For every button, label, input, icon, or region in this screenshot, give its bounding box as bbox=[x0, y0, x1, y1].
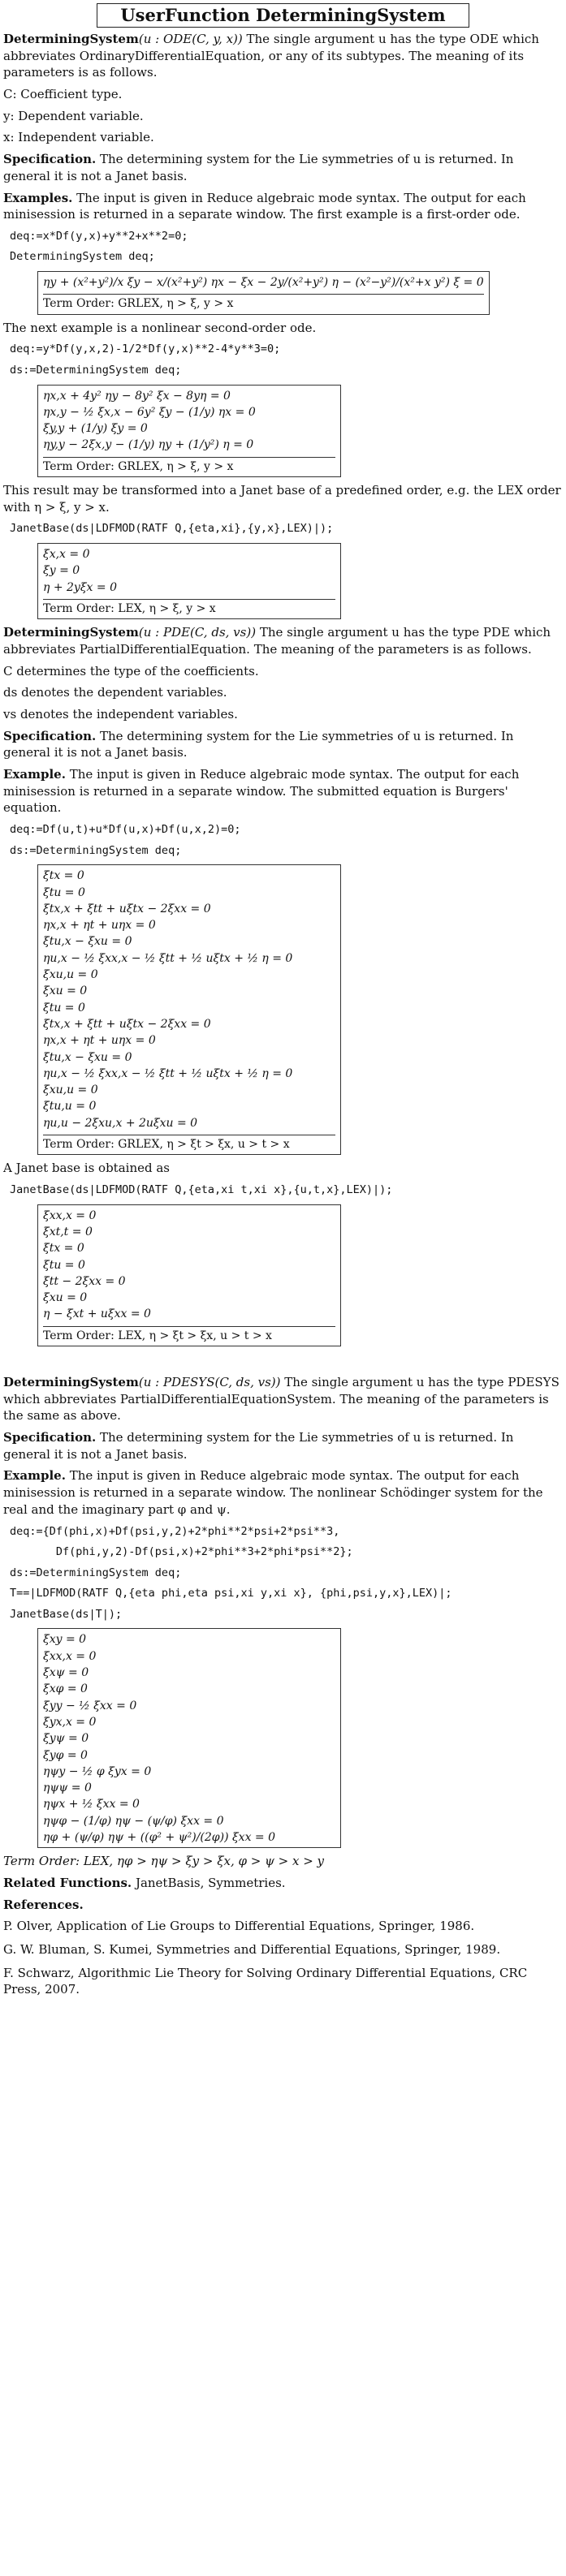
pde-intro-paragraph bbox=[3, 624, 563, 657]
equation: ξtx,x + ξtt + uξtx − 2ξxx = 0 bbox=[43, 902, 211, 915]
output-window bbox=[37, 864, 341, 1155]
janet-text: A Janet base is obtained as bbox=[3, 1161, 170, 1176]
equation: ηx,y − ½ ξx,x − 6y² ξy − (1/y) ηx = 0 bbox=[43, 405, 256, 419]
output-window bbox=[37, 271, 490, 315]
specification-paragraph bbox=[3, 1429, 563, 1462]
intro-text: The single argument u has the type ODE which abbreviates OrdinaryDifferentialEquation, or any of its subtypes. The meaning of its parameters is as follows. bbox=[3, 32, 539, 80]
section-pdesys bbox=[0, 1374, 566, 1998]
ode-intro-paragraph bbox=[3, 31, 563, 81]
equation: ξtu,x − ξxu = 0 bbox=[43, 935, 132, 949]
equation: ξtu = 0 bbox=[43, 1001, 85, 1014]
function-signature: (u : PDESYS(C, ds, vs)) bbox=[138, 1375, 281, 1390]
equation: ξtu = 0 bbox=[43, 1258, 85, 1272]
function-signature: (u : PDE(C, ds, vs)) bbox=[138, 625, 257, 640]
section-spacer bbox=[0, 1351, 566, 1374]
equation: ηφ + (ψ/φ) ηψ + ((φ² + ψ²)/(2φ)) ξxx = 0 bbox=[43, 1831, 276, 1845]
equation: ηx,x + ηt + uηx = 0 bbox=[43, 1034, 156, 1048]
equation: ξxu,u = 0 bbox=[43, 1083, 98, 1097]
equation: ξxφ = 0 bbox=[43, 1682, 88, 1696]
equation: ξyx,x = 0 bbox=[43, 1715, 97, 1729]
equation: ηx,x + ηt + uηx = 0 bbox=[43, 919, 156, 933]
code-line: JanetBase(ds|T|); bbox=[10, 1607, 123, 1621]
output-window bbox=[37, 543, 341, 619]
term-order: Term Order: GRLEX, η > ξt > ξx, u > t > x bbox=[43, 1135, 335, 1152]
examples-paragraph bbox=[3, 190, 563, 223]
reference-item: P. Olver, Application of Lie Groups to Differential Equations, Springer, 1986. bbox=[3, 1919, 475, 1934]
equation: ηψφ − (1/φ) ηψ − (ψ/φ) ξxx = 0 bbox=[43, 1814, 224, 1828]
specification-paragraph bbox=[3, 728, 563, 761]
term-order: Term Order: LEX, η > ξt > ξx, u > t > x bbox=[43, 1326, 335, 1344]
equation: ηy,y − 2ξx,y − (1/y) ηy + (1/y²) η = 0 bbox=[43, 438, 254, 452]
equation: ηψy − ½ φ ξyx = 0 bbox=[43, 1764, 152, 1778]
code-line: T==|LDFMOD(RATF Q,{eta phi,eta psi,xi y,xi x}, {phi,psi,y,x},LEX)|; bbox=[10, 1587, 452, 1600]
output-window bbox=[37, 1204, 341, 1346]
equation: ξxψ = 0 bbox=[43, 1666, 89, 1680]
transform-text: This result may be transformed into a Janet base of a predefined order, e.g. the LEX order with η > ξ, y > x. bbox=[3, 483, 561, 515]
code-line: ds:=DeterminingSystem deq; bbox=[10, 843, 182, 857]
equation: ηψψ = 0 bbox=[43, 1781, 92, 1795]
output-window bbox=[37, 385, 341, 478]
equation: ξyφ = 0 bbox=[43, 1748, 88, 1762]
equation: ξy = 0 bbox=[43, 564, 80, 578]
equation: ξxx,x = 0 bbox=[43, 1649, 97, 1663]
output-window bbox=[37, 1628, 341, 1848]
term-order: Term Order: GRLEX, η > ξ, y > x bbox=[43, 457, 335, 475]
specification-paragraph bbox=[3, 151, 563, 184]
function-name: DeterminingSystem bbox=[3, 625, 139, 640]
reference-item: G. W. Bluman, S. Kumei, Symmetries and Differential Equations, Springer, 1989. bbox=[3, 1942, 501, 1958]
reference-item: F. Schwarz, Algorithmic Lie Theory for Solving Ordinary Differential Equations, CRC Press, 2007. bbox=[3, 1965, 528, 1997]
pdesys-intro-paragraph bbox=[3, 1374, 563, 1424]
title-area bbox=[0, 0, 566, 31]
equation: ξxx,x = 0 bbox=[43, 1208, 97, 1222]
spec-text: The determining system for the Lie symmetries of u is returned. In general it is not a Janet basis. bbox=[3, 152, 514, 183]
equation: ξtx = 0 bbox=[43, 869, 84, 883]
param-item: C determines the type of the coefficients. bbox=[3, 663, 259, 678]
section-ode bbox=[0, 31, 566, 619]
function-signature: (u : ODE(C, y, x)) bbox=[138, 32, 243, 46]
intro-text: The single argument u has the type PDE which abbreviates PartialDifferentialEquation. The meaning of the parameters is as follows. bbox=[3, 625, 551, 657]
param-item: vs denotes the independent variables. bbox=[3, 706, 238, 722]
equation: ξtt − 2ξxx = 0 bbox=[43, 1274, 126, 1288]
code-line: ds:=DeterminingSystem deq; bbox=[10, 1566, 182, 1579]
equation: ξxt,t = 0 bbox=[43, 1225, 93, 1238]
spec-label: Specification. bbox=[3, 1430, 97, 1445]
examples-text: The input is given in Reduce algebraic mode syntax. The output for each minisession is returned in a separate window. The first example is a first-order ode. bbox=[3, 190, 526, 222]
equation: ξyy − ½ ξxx = 0 bbox=[43, 1699, 137, 1712]
equation: ξxu = 0 bbox=[43, 984, 88, 998]
example-label: Example. bbox=[3, 1468, 66, 1484]
spec-text: The determining system for the Lie symmetries of u is returned. In general it is not a Janet basis. bbox=[3, 1430, 514, 1462]
next-example-text: The next example is a nonlinear second-order ode. bbox=[3, 320, 317, 335]
equation: ξtu,u = 0 bbox=[43, 1100, 97, 1114]
equation: η − ξxt + uξxx = 0 bbox=[43, 1307, 151, 1321]
equation: ξxy = 0 bbox=[43, 1633, 87, 1647]
code-line: JanetBase(ds|LDFMOD(RATF Q,{eta,xi},{y,x},LEX)|); bbox=[10, 522, 334, 536]
example-text: The input is given in Reduce algebraic mode syntax. The output for each minisession is returned in a separate window. The nonlinear Schödinger system for the real and the imaginary part φ and ψ. bbox=[3, 1468, 543, 1517]
references-heading: References. bbox=[3, 1897, 84, 1912]
example-text: The input is given in Reduce algebraic mode syntax. The output for each minisession is returned in a separate window. The submitted equation is Burgers' equation. bbox=[3, 767, 520, 816]
equation: ηu,x − ½ ξxx,x − ½ ξtt + ½ uξtx + ½ η = 0 bbox=[43, 1066, 293, 1080]
function-name: DeterminingSystem bbox=[3, 1375, 139, 1390]
equation: ξxu,u = 0 bbox=[43, 968, 98, 982]
code-line: deq:=Df(u,t)+u*Df(u,x)+Df(u,x,2)=0; bbox=[10, 823, 241, 837]
equation: ξxu = 0 bbox=[43, 1291, 88, 1305]
function-name: DeterminingSystem bbox=[3, 32, 139, 46]
spec-text: The determining system for the Lie symmetries of u is returned. In general it is not a Janet basis. bbox=[3, 728, 514, 760]
equation: ξtu,x − ξxu = 0 bbox=[43, 1050, 132, 1064]
example-paragraph bbox=[3, 766, 563, 816]
equation: ηy + (x²+y²)/x ξy − x/(x²+y²) ηx − ξx − 2y/(x²+y²) η − (x²−y²)/(x²+x y²) ξ = 0 bbox=[43, 276, 484, 290]
spec-label: Specification. bbox=[3, 728, 97, 743]
references-list bbox=[3, 1918, 563, 1998]
examples-label: Examples. bbox=[3, 190, 73, 205]
related-label: Related Functions. bbox=[3, 1876, 132, 1891]
equation: ξx,x = 0 bbox=[43, 548, 90, 562]
equation: ξy,y + (1/y) ξy = 0 bbox=[43, 422, 148, 436]
spec-label: Specification. bbox=[3, 152, 97, 167]
code-line: JanetBase(ds|LDFMOD(RATF Q,{eta,xi t,xi x},{u,t,x},LEX)|); bbox=[10, 1183, 393, 1197]
code-line: deq:={Df(phi,x)+Df(psi,y,2)+2*phi**2*psi+2*psi**3, bbox=[10, 1524, 340, 1538]
code-line: deq:=y*Df(y,x,2)-1/2*Df(y,x)**2-4*y**3=0; bbox=[10, 342, 281, 356]
code-line: Df(phi,y,2)-Df(psi,x)+2*phi**3+2*phi*psi**2}; bbox=[10, 1545, 353, 1559]
equation: ηu,u − 2ξxu,x + 2uξxu = 0 bbox=[43, 1116, 198, 1130]
term-order: Term Order: GRLEX, η > ξ, y > x bbox=[43, 294, 484, 312]
equation: ηψx + ½ ξxx = 0 bbox=[43, 1798, 140, 1811]
equation: ξyψ = 0 bbox=[43, 1732, 89, 1746]
equation: ηu,x − ½ ξxx,x − ½ ξtt + ½ uξtx + ½ η = 0 bbox=[43, 951, 293, 965]
code-line: DeterminingSystem deq; bbox=[10, 250, 155, 264]
related-functions bbox=[3, 1875, 563, 1892]
example-label: Example. bbox=[3, 767, 66, 782]
param-item: y: Dependent variable. bbox=[3, 108, 144, 123]
code-line: deq:=x*Df(y,x)+y**2+x**2=0; bbox=[10, 229, 188, 243]
related-text: JanetBasis, Symmetries. bbox=[135, 1876, 286, 1891]
term-order: Term Order: LEX, η > ξ, y > x bbox=[43, 599, 335, 617]
section-pde bbox=[0, 624, 566, 1346]
code-line: ds:=DeterminingSystem deq; bbox=[10, 363, 182, 377]
term-order-line: Term Order: LEX, ηφ > ηψ > ξy > ξx, φ > ψ > x > y bbox=[3, 1854, 325, 1869]
equation: η + 2yξx = 0 bbox=[43, 580, 117, 594]
example-paragraph bbox=[3, 1467, 563, 1518]
intro-text: The single argument u has the type PDESYS which abbreviates PartialDifferentialEquationSystem. The meaning of the parameters is the same as above. bbox=[3, 1375, 560, 1424]
param-item: ds denotes the dependent variables. bbox=[3, 685, 227, 700]
equation: ηx,x + 4y² ηy − 8y² ξx − 8yη = 0 bbox=[43, 389, 231, 403]
equation: ξtx,x + ξtt + uξtx − 2ξxx = 0 bbox=[43, 1017, 211, 1031]
page-title: UserFunction DeterminingSystem bbox=[97, 3, 469, 28]
equation: ξtx = 0 bbox=[43, 1242, 84, 1256]
param-item: C: Coefficient type. bbox=[3, 87, 123, 102]
param-item: x: Independent variable. bbox=[3, 130, 154, 145]
equation: ξtu = 0 bbox=[43, 885, 85, 899]
